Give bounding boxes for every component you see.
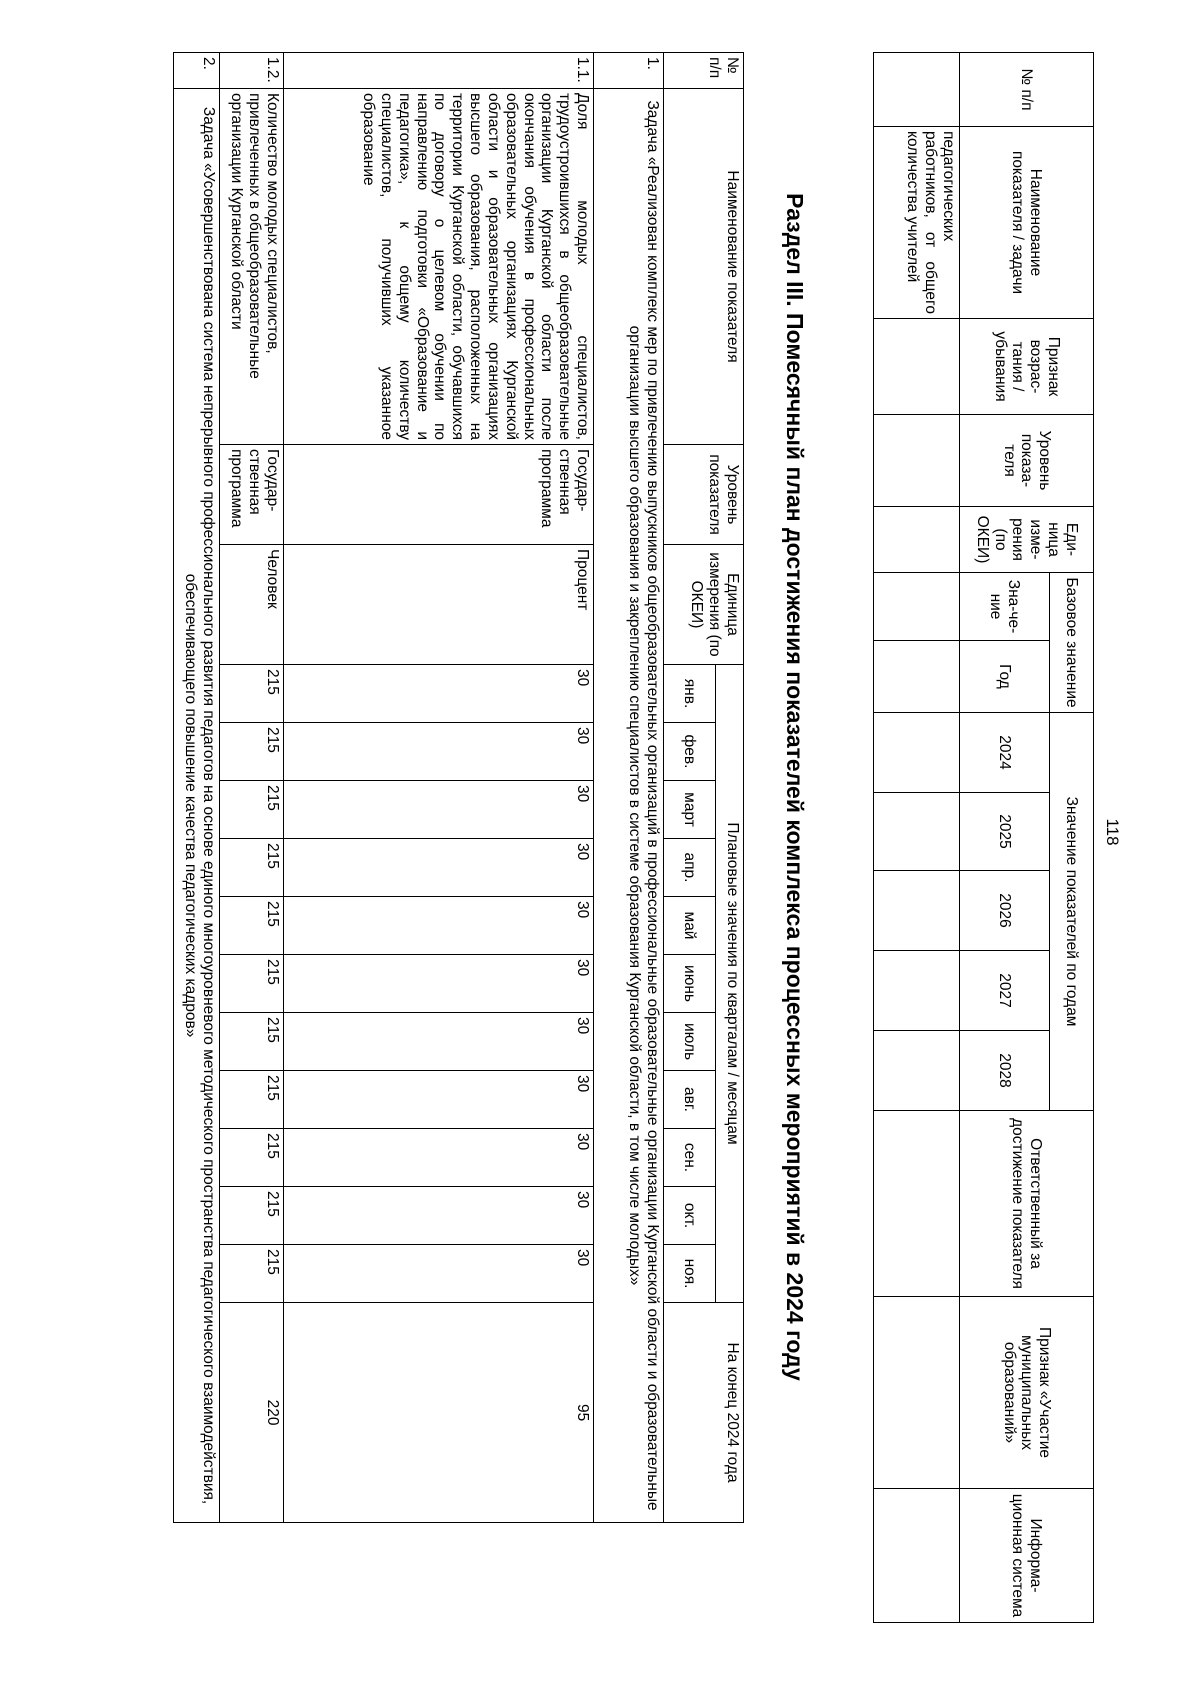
header-base-year: Год	[960, 641, 1050, 713]
empty-cell	[874, 1031, 960, 1111]
header-year: 2028	[960, 1031, 1050, 1111]
empty-cell	[874, 1489, 960, 1623]
month-value: 30	[284, 839, 594, 897]
month-value: 30	[284, 955, 594, 1013]
header-year: 2025	[960, 793, 1050, 871]
header-num: № п/п	[960, 53, 1094, 127]
plan-header-num: № п/п	[664, 53, 744, 89]
plan-header-unit: Единица измерения (по ОКЕИ)	[664, 545, 744, 665]
header-infosys: Информа-ционная система	[960, 1489, 1094, 1623]
month-header: ноя.	[664, 1245, 716, 1303]
month-value: 30	[284, 665, 594, 723]
month-value: 215	[220, 781, 284, 839]
month-value: 215	[220, 1129, 284, 1187]
header-name: Наименование показателя / задачи	[960, 127, 1094, 319]
header-year: 2024	[960, 713, 1050, 793]
row-unit: Процент	[284, 545, 594, 665]
month-header: фев.	[664, 723, 716, 781]
month-header: июль	[664, 1013, 716, 1071]
month-header: янв.	[664, 665, 716, 723]
month-value: 215	[220, 839, 284, 897]
row-level: Государ-ственная программа	[284, 445, 594, 545]
row-name: Доля молодых специалистов, трудоустроившихся в общеобразовательные организации Курганской области после окончания обучения в профессиональных образовательных организациях Курганской области и образовательных организациях высшего образования, расположенных на территории Курганской области, обучавшихся по договору о целевом обучении по направлению подготовки «Образование и педагогика», к общему количеству специалистов, получивших указанное образование	[284, 89, 594, 445]
header-municipal: Признак «Участие муниципальных образований»	[960, 1297, 1094, 1489]
month-value: 215	[220, 1187, 284, 1245]
empty-cell	[874, 951, 960, 1031]
end-value: 95	[284, 1303, 594, 1523]
row-num: 1.2.	[220, 53, 284, 89]
month-value: 30	[284, 1245, 594, 1303]
month-value: 30	[284, 723, 594, 781]
empty-cell	[874, 507, 960, 573]
month-value: 30	[284, 1071, 594, 1129]
plan-header-months-group: Плановые значения по кварталам / месяцам	[716, 665, 744, 1303]
month-value: 215	[220, 1071, 284, 1129]
end-value: 220	[220, 1303, 284, 1523]
month-header: май	[664, 897, 716, 955]
month-value: 30	[284, 897, 594, 955]
month-header: окт.	[664, 1187, 716, 1245]
header-responsible: Ответственный за достижение показателя	[960, 1111, 1094, 1297]
page-number: 118	[1103, 818, 1122, 846]
month-value: 30	[284, 1129, 594, 1187]
header-trend: Признак возрас-тания / убывания	[960, 319, 1094, 415]
month-header: апр.	[664, 839, 716, 897]
header-year: 2026	[960, 871, 1050, 951]
month-value: 215	[220, 897, 284, 955]
rotated-page	[120, 52, 1130, 1618]
month-value: 215	[220, 723, 284, 781]
indicator-table	[873, 52, 1094, 1623]
section-title: Раздел III. Помесячный план достижения показателей комплекса процессных мероприятий в 2024 году	[782, 193, 808, 1381]
header-base-value: Зна-че-ние	[960, 573, 1050, 641]
month-value: 30	[284, 781, 594, 839]
month-value: 215	[220, 665, 284, 723]
monthly-plan-table	[173, 52, 744, 1523]
plan-header-name: Наименование показателя	[664, 89, 744, 445]
empty-cell	[874, 1297, 960, 1489]
row-level: Государ-ственная программа	[220, 445, 284, 545]
month-value: 215	[220, 955, 284, 1013]
task2-text: Задача «Усовершенствована система непрерывного профессионального развития педагогов на основе единого многоуровневого методического пространства педагогического взаимодействия, обеспечивающего повышение качества педагогических кадров»	[174, 89, 220, 1523]
empty-cell	[874, 1111, 960, 1297]
month-header: июнь	[664, 955, 716, 1013]
plan-header-end: На конец 2024 года	[664, 1303, 744, 1523]
empty-cell	[874, 319, 960, 415]
month-value: 215	[220, 1245, 284, 1303]
row-num: 1.1.	[284, 53, 594, 89]
empty-cell	[874, 641, 960, 713]
empty-cell	[874, 713, 960, 793]
task1-text: Задача «Реализован комплекс мер по привлечению выпускников общеобразовательных организаций в профессиональные образовательные организации Курганской области и образовательные организации высшего образования и закреплению специалистов в системе образования Курганской области, в том числе молодых»	[594, 89, 664, 1523]
empty-cell	[874, 871, 960, 951]
task1-num: 1.	[594, 53, 664, 89]
row-num-cell	[874, 53, 960, 127]
empty-cell	[874, 415, 960, 507]
header-base: Базовое значение	[1050, 573, 1094, 713]
month-header: март	[664, 781, 716, 839]
month-value: 30	[284, 1187, 594, 1245]
empty-cell	[874, 573, 960, 641]
header-year: 2027	[960, 951, 1050, 1031]
plan-header-level: Уровень показателя	[664, 445, 744, 545]
month-value: 215	[220, 1013, 284, 1071]
task2-num: 2.	[174, 53, 220, 89]
month-header: авг.	[664, 1071, 716, 1129]
header-unit: Еди-ница изме-рения (по ОКЕИ)	[960, 507, 1094, 573]
row-name-cell: педагогических работников, от общего количества учителей	[874, 127, 960, 319]
month-value: 30	[284, 1013, 594, 1071]
header-level: Уровень показа-теля	[960, 415, 1094, 507]
row-unit: Человек	[220, 545, 284, 665]
row-name: Количество молодых специалистов, привлеченных в общеобразовательные организации Курганской области	[220, 89, 284, 445]
empty-cell	[874, 793, 960, 871]
header-years-group: Значение показателей по годам	[1050, 713, 1094, 1111]
month-header: сен.	[664, 1129, 716, 1187]
